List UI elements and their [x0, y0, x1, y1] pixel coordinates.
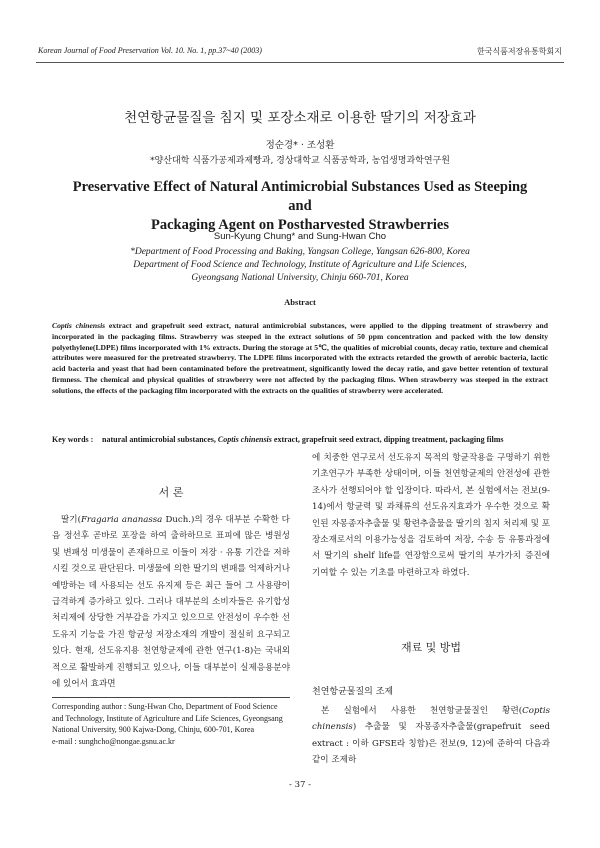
methods-paragraph — [312, 703, 550, 769]
english-title — [60, 178, 540, 235]
keywords-label: Key words : — [52, 435, 94, 444]
keywords — [52, 434, 548, 445]
intro-text-rest: Duch.)의 경우 대부분 수확한 다음 정선후 곧바로 포장을 하여 출하하므로 표피에 많은 병원성 및 변패성 미생물이 존재하므로 이들이 저장 · 유통 기간을 저하시킬 것으로 판단된다. 미생물에 의한 딸기의 변패를 억제하거나 예방하는 데 사용되는 선도 유지제 등은 최근 들어 그 사용량이 급격하게 증가하고 있다. 그러나 대부분의 소비자들은 유기합성 처리제에 상당한 거부감을 가지고 있으므로 안전성이 우수한 선도유지 기능을 가진 항균성 저장소재의 개발이 절실히 요구되고 있다. 현재, 선도유지용 천연항균제에 관한 연구(1-8)는 국내외적으로 활발하게 진행되고 있으나, 이들 대부분이 실제응용분야에 있어서 효과면 — [52, 515, 290, 690]
intro-right-column — [312, 450, 550, 581]
english-authors: Sun-Kyung Chung* and Sung-Hwan Cho — [213, 231, 387, 242]
keywords-species: Coptis chinensis — [217, 435, 272, 444]
methods-text-start: 본 실험에서 사용한 천연항균물질인 황련( — [321, 706, 523, 716]
english-affiliation — [60, 246, 540, 285]
corresponding-author-footnote — [52, 701, 290, 747]
abstract-text: extract and grapefruit seed extract, natural antimicrobial substances, were applied to the dipping treatment of strawberry and incorporated in the packaging films. Strawberry was steeped in the extract solutions of 50 ppm concentration and packed with the low density polyethylene(LDPE) films incorporated with 1% extracts. During the storage at 5℃, the qualities of microbial counts, decay ratio, texture and chemical attributes were measured for the pretreated strawberry. The LDPE films incorporated with the extracts retarded the growth of aerobic bacteria, lactic acid bacteria and yeast that had been contaminated before the pretreatment, significantly lowed the decay ratio, and gave better retention of textural firmness. The chemical and physical qualities of strawberry were not affected by the packaging films. When strawberry was steeped in the extract solutions, the effects of the packaging film incorporated with the extracts on the qualities of strawberry were accelerated. — [52, 321, 549, 395]
korean-affiliation: *양산대학 식품가공제과제빵과, 경상대학교 식품공학과, 농업생명과학연구원 — [150, 156, 450, 166]
footnote-address: Corresponding author : Sung-Hwan Cho, Department of Food Science and Technology, Institute of Agriculture and Life Sciences, Gyeongsang National University, 900 Kajwa-Dong, Chinju, 600-701, Korea — [52, 702, 283, 734]
methods-subheading: 천연항균물질의 조제 — [312, 687, 394, 697]
intro-paragraph — [52, 512, 290, 692]
intro-heading: 서 론 — [158, 486, 184, 499]
society-header: 한국식품저장유통학회지 — [476, 47, 562, 56]
keywords-text-before: natural antimicrobial substances, — [102, 435, 218, 444]
affiliation-line2: Department of Food Science and Technology, Institute of Agriculture and Life Sciences, — [133, 260, 467, 270]
abstract-species: Coptis chinensis — [52, 321, 106, 330]
methods-column — [312, 703, 550, 769]
methods-text-rest: ) 추출물 및 자몽종자추출물(grapefruit seed extract : 이하 GFSE라 칭함)은 전보(9, 12)에 준하여 다음과 같이 조제하 — [312, 722, 550, 766]
korean-authors: 정순경* · 조성환 — [265, 140, 335, 151]
english-title-line2: Packaging Agent on Postharvested Strawberries — [150, 217, 450, 233]
abstract-heading: Abstract — [284, 297, 316, 307]
journal-header: Korean Journal of Food Preservation Vol. 10. No. 1, pp.37~40 (2003) — [38, 46, 262, 55]
english-title-line1: Preservative Effect of Natural Antimicrobial Substances Used as Steeping and — [72, 179, 528, 214]
footnote-rule — [52, 697, 290, 698]
page-number: - 37 - — [289, 780, 311, 790]
methods-heading: 재료 및 방법 — [400, 641, 462, 654]
intro-species: Fragaria ananassa — [80, 515, 163, 525]
intro-continuation: 에 치중한 연구로서 선도유지 목적의 항균작용을 구명하기 위한 기초연구가 부족한 상태이며, 이들 천연항균제의 안전성에 관한 조사가 선행되어야 할 입장이다. 따라서, 본 실험에서는 전보(9-14)에서 항균력 및 과채류의 선도유지효과가 우수한 것으로 확인된 자몽종자추출물 및 황련추출물을 딸기의 침지 처리제 및 포장소재로서의 이용가능성을 검토하여 저장, 수송 등 유통과정에서 딸기의 shelf life를 연장함으로써 딸기의 부가가치 증진에 기여할 수 있는 기초를 마련하고자 하였다. — [312, 453, 550, 578]
korean-title: 천연항균물질을 침지 및 포장소재로 이용한 딸기의 저장효과 — [124, 110, 476, 126]
abstract-body — [52, 321, 548, 397]
affiliation-line1: *Department of Food Processing and Baking, Yangsan College, Yangsan 626-800, Korea — [130, 247, 470, 257]
methods-species: Coptis chinensis — [312, 706, 550, 733]
affiliation-line3: Gyeongsang National University, Chinju 660-701, Korea — [191, 273, 409, 283]
footnote-email: e-mail : sunghcho@nongae.gsnu.ac.kr — [52, 736, 175, 746]
intro-text-start: 딸기( — [61, 515, 81, 525]
keywords-text-after: extract, grapefruit seed extract, dipping treatment, packaging films — [271, 435, 504, 444]
intro-left-column — [52, 512, 290, 692]
header-rule — [36, 62, 564, 63]
